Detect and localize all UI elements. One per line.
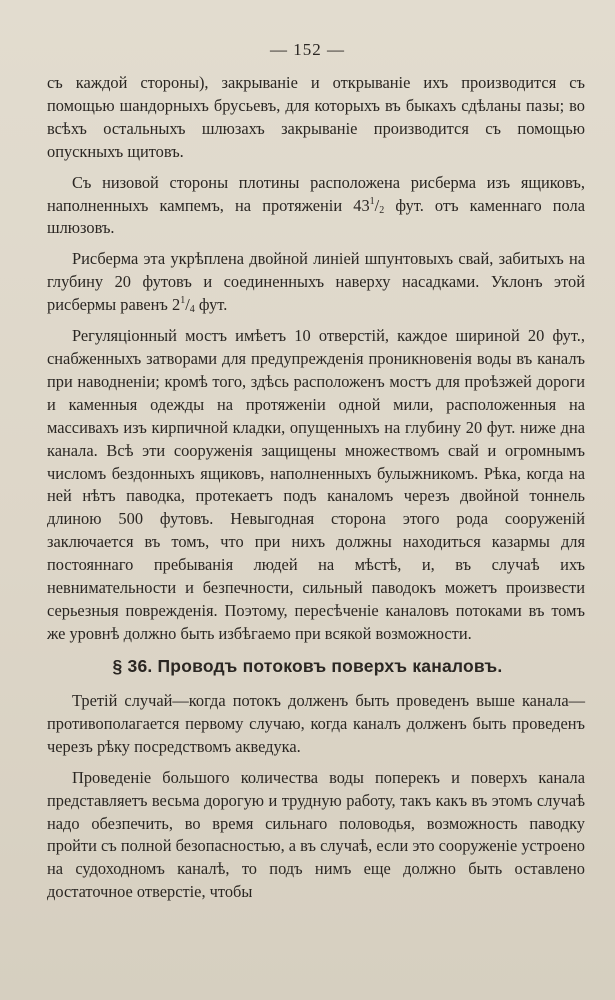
text-block-bottom xyxy=(47,690,585,904)
text-block-top xyxy=(47,72,585,646)
section-heading: § 36. Проводъ потоковъ поверхъ каналовъ. xyxy=(112,656,503,676)
paragraph-continuation: съ каждой стороны), закрываніе и открываніе ихъ производится съ помощью шандорныхъ брусьевъ, для которыхъ въ быкахъ сдѣланы пазы; во всѣхъ остальныхъ шлюзахъ закрываніе производится съ помощью опускныхъ щитовъ. xyxy=(47,73,585,161)
paragraph-water-passage: Проведеніе большого количества воды поперекъ и поверхъ канала представляетъ весьма дорогую и трудную работу, такъ какъ въ этомъ случаѣ надо обезпечить, во время сильнаго половодья, возможность паводку пройти съ полной безопасностью, а въ случаѣ, если это сооруженіе устроено на судоходномъ каналѣ, то подъ нимъ еще должно быть оставлено достаточное отверстіе, чтобы xyxy=(47,767,585,902)
paragraph-regulation-bridge: Регуляціонный мостъ имѣетъ 10 отверстій, каждое шириной 20 фут., снабженныхъ затворами для предупрежденія проникновенія воды въ каналъ при наводненіи; кромѣ того, здѣсь расположенъ мостъ для проѣзжей дороги и каменныя одежды на протяженіи одной мили, расположенныя на массивахъ изъ кирпичной кладки, опущенныхъ на глубину 20 фут. ниже дна канала. Всѣ эти сооруженія защищены множествомъ свай и огромнымъ числомъ бездонныхъ ящиковъ, наполненныхъ булыжникомъ. Рѣка, когда на ней нѣтъ паводка, протекаетъ подъ каналомъ черезъ двойной тоннель длиною 500 футовъ. Невыгодная сторона этого рода сооруженій заключается въ томъ, что при нихъ должны находиться казармы для постояннаго пребыванія людей на мѣстѣ, и, въ случаѣ ихъ невнимательности и безпечности, сильный паводокъ можетъ произвести серьезныя поврежденія. Поэтому, пересѣченіе каналовъ потоками въ томъ же уровнѣ должно быть избѣгаемо при всякой возможности. xyxy=(47,326,585,643)
page-number: — 152 — xyxy=(270,40,345,59)
paragraph-risberm-piles: Рисберма эта укрѣплена двойной линіей шпунтовыхъ свай, забитыхъ на глубину 20 футовъ и соединенныхъ наверху насадками. Уклонъ этой рисбермы равенъ $2^1/_4$ фут. xyxy=(47,249,585,316)
paragraph-risberm: Съ низовой стороны плотины расположена рисберма изъ ящиковъ, наполненныхъ кампемъ, на протяженіи $43^1/_2$ фут. отъ каменнаго пола шлюзовъ. xyxy=(47,172,585,238)
paragraph-third-case: Третій случай—когда потокъ долженъ быть проведенъ выше канала—противополагается первому случаю, когда каналъ долженъ быть проведенъ черезъ рѣку посредствомъ акведука. xyxy=(47,691,585,756)
